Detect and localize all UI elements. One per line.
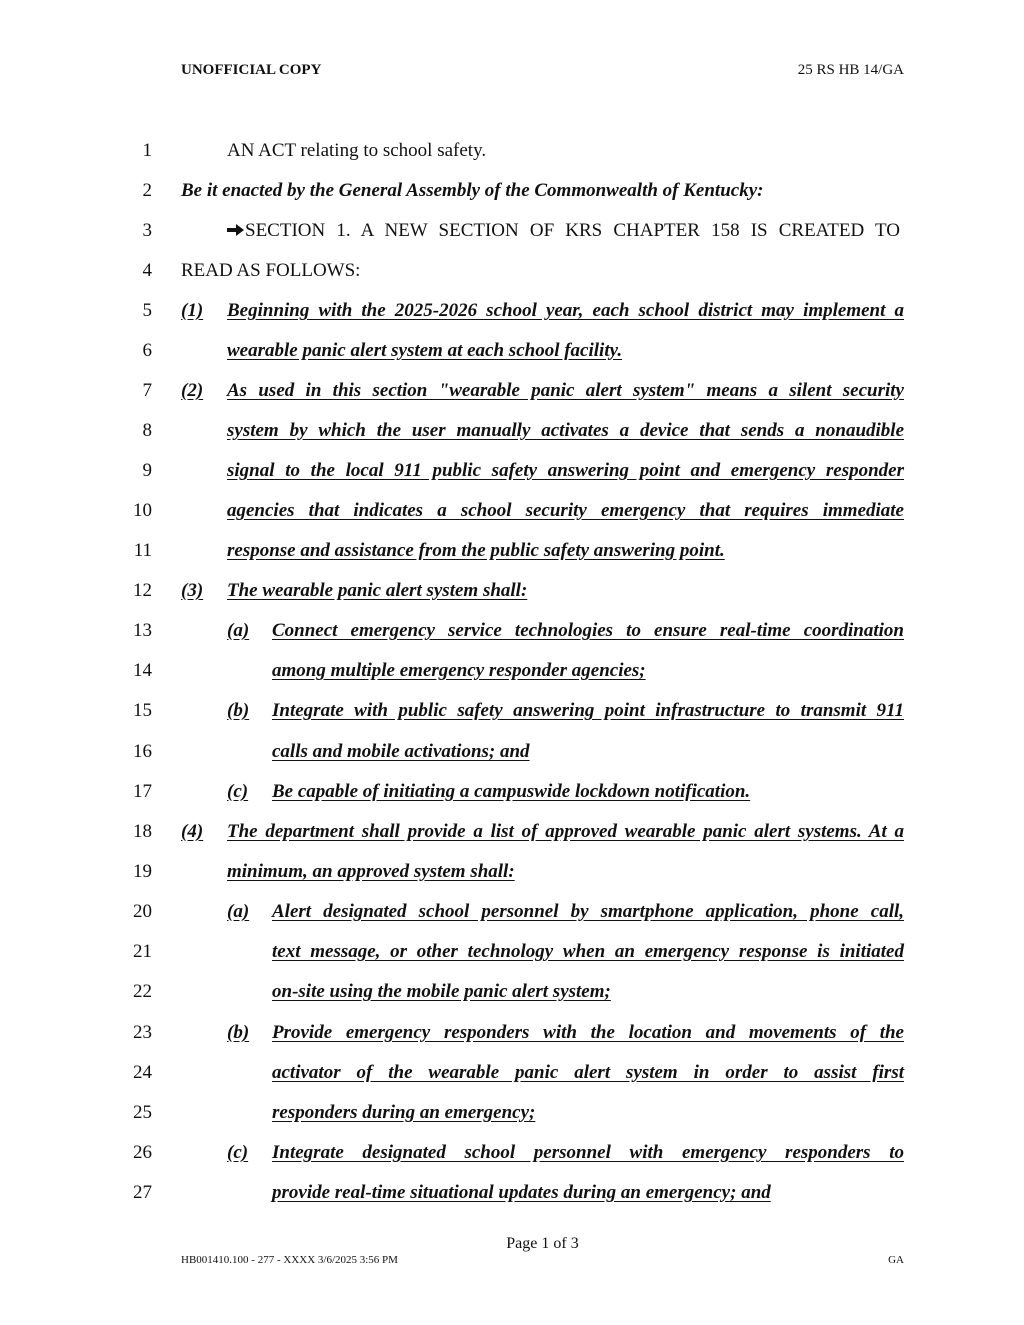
paragraph-text: among multiple emergency responder agencies; bbox=[272, 660, 646, 681]
paragraph-text: Integrate designated school personnel with emergency responders to bbox=[272, 1142, 904, 1163]
line-number: 6 bbox=[142, 340, 152, 361]
paragraph-letter: (c) bbox=[227, 1142, 249, 1163]
line-number: 13 bbox=[133, 620, 152, 641]
line-number: 14 bbox=[133, 660, 152, 681]
line-number: 17 bbox=[133, 781, 152, 802]
line-number: 22 bbox=[133, 981, 152, 1002]
paragraph-text: Integrate with public safety answering point infrastructure to transmit 911 bbox=[272, 700, 904, 721]
paragraph-letter: (b) bbox=[227, 700, 250, 721]
line-number: 11 bbox=[133, 540, 152, 561]
subsection-2-text: signal to the local 911 public safety answering point and emergency responder bbox=[227, 460, 904, 481]
footer-initials: GA bbox=[888, 1254, 904, 1266]
line-number: 27 bbox=[133, 1182, 152, 1203]
line-number: 25 bbox=[133, 1102, 152, 1123]
line-number: 12 bbox=[133, 580, 152, 601]
line-number: 2 bbox=[142, 180, 152, 201]
paragraph-text: responders during an emergency; bbox=[272, 1102, 536, 1123]
line-number: 20 bbox=[133, 901, 152, 922]
header-left: UNOFFICIAL COPY bbox=[181, 62, 322, 78]
paragraph-text: calls and mobile activations; and bbox=[272, 741, 530, 762]
section-heading bbox=[227, 220, 904, 242]
section-heading-cont: READ AS FOLLOWS: bbox=[181, 260, 361, 281]
line-number: 8 bbox=[142, 420, 152, 441]
footer-doc-id: HB001410.100 - 277 - XXXX 3/6/2025 3:56 PM bbox=[181, 1254, 398, 1266]
subsection-3-text: The wearable panic alert system shall: bbox=[227, 580, 528, 601]
line-number: 21 bbox=[133, 941, 152, 962]
paragraph-text: provide real-time situational updates during an emergency; and bbox=[272, 1182, 771, 1203]
subsection-2-text: system by which the user manually activates a device that sends a nonaudible bbox=[227, 420, 904, 441]
line-number: 7 bbox=[142, 380, 152, 401]
paragraph-text: Be capable of initiating a campuswide lockdown notification. bbox=[272, 781, 751, 802]
subsection-1-text: Beginning with the 2025-2026 school year, each school district may implement a bbox=[227, 300, 904, 321]
section-heading-text: SECTION 1. A NEW SECTION OF KRS CHAPTER 158 IS CREATED TO bbox=[245, 220, 900, 241]
line-number: 16 bbox=[133, 741, 152, 762]
subsection-4-text: The department shall provide a list of approved wearable panic alert systems. At a bbox=[227, 821, 904, 842]
right-arrow-icon bbox=[227, 223, 245, 237]
line-number: 5 bbox=[142, 300, 152, 321]
line-number: 19 bbox=[133, 861, 152, 882]
paragraph-text: activator of the wearable panic alert system in order to assist first bbox=[272, 1062, 904, 1083]
line-number: 15 bbox=[133, 700, 152, 721]
line-number: 18 bbox=[133, 821, 152, 842]
paragraph-letter: (b) bbox=[227, 1022, 250, 1043]
line-number: 24 bbox=[133, 1062, 152, 1083]
line-number: 26 bbox=[133, 1142, 152, 1163]
line-number: 9 bbox=[142, 460, 152, 481]
subsection-1-text: wearable panic alert system at each school facility. bbox=[227, 340, 623, 361]
subsection-2-text: agencies that indicates a school security emergency that requires immediate bbox=[227, 500, 904, 521]
subsection-number: (4) bbox=[181, 821, 204, 842]
paragraph-letter: (a) bbox=[227, 620, 250, 641]
subsection-number: (2) bbox=[181, 380, 204, 401]
subsection-number: (3) bbox=[181, 580, 204, 601]
paragraph-text: Alert designated school personnel by smartphone application, phone call, bbox=[272, 901, 904, 922]
subsection-number: (1) bbox=[181, 300, 204, 321]
line-number: 23 bbox=[133, 1022, 152, 1043]
line-number: 3 bbox=[142, 220, 152, 241]
paragraph-text: Connect emergency service technologies to ensure real-time coordination bbox=[272, 620, 904, 641]
header-right: 25 RS HB 14/GA bbox=[797, 62, 904, 78]
act-title: AN ACT relating to school safety. bbox=[227, 140, 487, 161]
paragraph-text: on-site using the mobile panic alert system; bbox=[272, 981, 611, 1002]
paragraph-text: Provide emergency responders with the location and movements of the bbox=[272, 1022, 904, 1043]
line-number: 4 bbox=[142, 260, 152, 281]
paragraph-letter: (a) bbox=[227, 901, 250, 922]
subsection-2-text: response and assistance from the public safety answering point. bbox=[227, 540, 725, 561]
subsection-4-text: minimum, an approved system shall: bbox=[227, 861, 515, 882]
page-number: Page 1 of 3 bbox=[506, 1235, 579, 1252]
line-number: 1 bbox=[142, 140, 152, 161]
paragraph-letter: (c) bbox=[227, 781, 249, 802]
paragraph-text: text message, or other technology when an emergency response is initiated bbox=[272, 941, 904, 962]
enacting-clause: Be it enacted by the General Assembly of the Commonwealth of Kentucky: bbox=[181, 180, 764, 201]
line-number: 10 bbox=[133, 500, 152, 521]
subsection-2-text: As used in this section "wearable panic alert system" means a silent security bbox=[227, 380, 904, 401]
